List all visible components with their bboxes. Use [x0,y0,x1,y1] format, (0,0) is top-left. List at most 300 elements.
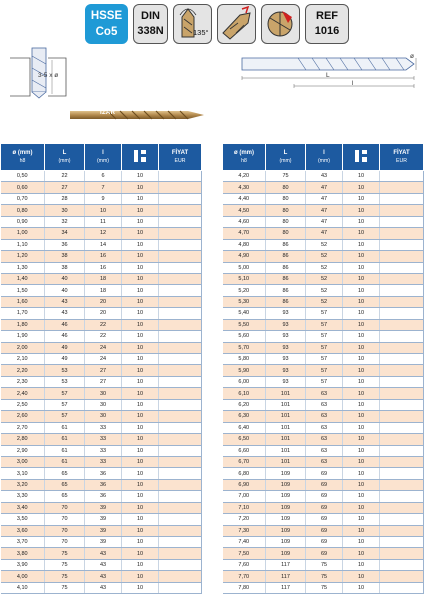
cell-diameter: 7,00 [223,491,266,502]
cell-diameter: 2,70 [1,422,45,433]
table-row [223,331,424,342]
cell-flute-l: 75 [306,559,343,570]
cell-diameter: 1,80 [1,319,45,330]
table-row [223,308,424,319]
cell-price [380,456,424,467]
table-row [1,193,202,204]
cell-price [380,228,424,239]
cell-flute-l: 11 [85,216,122,227]
cell-flute-l: 69 [306,491,343,502]
table-row [223,285,424,296]
table-row [223,525,424,536]
header-diameter: ø (mm) h8 [1,144,45,171]
cell-pack-qty: 10 [122,251,159,262]
cell-length-L: 70 [45,502,85,513]
cell-diameter: 1,40 [1,273,45,284]
table-row [223,434,424,445]
cell-diameter: 5,30 [223,296,266,307]
cell-flute-l: 14 [85,239,122,250]
hsse-co5-badge [85,4,128,44]
cell-flute-l: 24 [85,342,122,353]
cell-flute-l: 52 [306,239,343,250]
cell-price [380,491,424,502]
cell-diameter: 0,60 [1,182,45,193]
cell-diameter: 4,10 [1,582,45,593]
table-row [223,319,424,330]
drill-hole-diagram [8,46,72,102]
cell-price [380,319,424,330]
cell-length-L: 101 [266,445,306,456]
cell-diameter: 3,60 [1,525,45,536]
cell-diameter: 4,20 [223,171,266,182]
cell-diameter: 6,40 [223,422,266,433]
cell-price [380,342,424,353]
cell-diameter: 3,80 [1,548,45,559]
cell-pack-qty: 10 [122,559,159,570]
cell-pack-qty: 10 [122,331,159,342]
cell-pack-qty: 10 [122,228,159,239]
cell-price [159,434,202,445]
cell-price [159,456,202,467]
cell-diameter: 2,90 [1,445,45,456]
cell-diameter: 1,70 [1,308,45,319]
table-row [223,571,424,582]
cell-diameter: 5,10 [223,273,266,284]
cell-diameter: 6,70 [223,456,266,467]
cell-pack-qty: 10 [122,491,159,502]
cell-diameter: 6,90 [223,479,266,490]
cell-diameter: 6,60 [223,445,266,456]
cell-flute-l: 22 [85,319,122,330]
cell-diameter: 1,60 [1,296,45,307]
cell-flute-l: 63 [306,411,343,422]
cell-price [159,388,202,399]
cell-length-L: 93 [266,365,306,376]
cell-flute-l: 69 [306,525,343,536]
cell-price [380,285,424,296]
cell-length-L: 34 [45,228,85,239]
cell-price [159,205,202,216]
cell-price [159,342,202,353]
table-row [223,491,424,502]
cell-price [159,365,202,376]
table-row [1,308,202,319]
cell-pack-qty: 10 [122,582,159,593]
cell-diameter: 7,60 [223,559,266,570]
table-header-row [223,144,424,171]
cell-length-L: 101 [266,399,306,410]
cell-diameter: 6,20 [223,399,266,410]
cell-diameter: 0,80 [1,205,45,216]
cell-price [380,537,424,548]
table-row [223,456,424,467]
cell-length-L: 101 [266,456,306,467]
badge-hsse-line1: HSSE [90,10,123,22]
cell-pack-qty: 10 [122,205,159,216]
table-row [223,399,424,410]
cell-diameter: 6,50 [223,434,266,445]
cell-diameter: 0,50 [1,171,45,182]
table-row [1,319,202,330]
cell-price [380,205,424,216]
cell-price [380,525,424,536]
table-row [1,491,202,502]
cell-flute-l: 52 [306,273,343,284]
cell-pack-qty: 10 [122,502,159,513]
cell-length-L: 109 [266,468,306,479]
cell-flute-l: 43 [306,171,343,182]
cell-flute-l: 63 [306,445,343,456]
cell-flute-l: 39 [85,502,122,513]
cell-length-L: 70 [45,514,85,525]
cell-length-L: 86 [266,251,306,262]
table-row [223,548,424,559]
cell-price [159,239,202,250]
cell-length-L: 75 [266,171,306,182]
cell-pack-qty: 10 [343,296,380,307]
cell-price [380,468,424,479]
cell-flute-l: 43 [85,559,122,570]
cell-diameter: 6,00 [223,376,266,387]
cell-price [380,251,424,262]
cell-pack-qty: 10 [122,285,159,296]
cell-price [159,502,202,513]
cell-flute-l: 75 [306,571,343,582]
cell-flute-l: 30 [85,388,122,399]
cell-price [380,308,424,319]
cell-price [159,296,202,307]
cell-length-L: 101 [266,434,306,445]
cell-length-L: 49 [45,354,85,365]
cell-flute-l: 75 [306,582,343,593]
cell-flute-l: 57 [306,354,343,365]
cell-flute-l: 6 [85,171,122,182]
cell-price [380,182,424,193]
cell-pack-qty: 10 [122,571,159,582]
cell-flute-l: 27 [85,365,122,376]
cell-price [159,514,202,525]
table-row [1,239,202,250]
size-table-left [0,143,202,594]
cell-pack-qty: 10 [122,216,159,227]
cell-price [159,422,202,433]
table-body-left [1,171,202,594]
cell-diameter: 7,10 [223,502,266,513]
cell-length-L: 61 [45,422,85,433]
cell-diameter: 7,20 [223,514,266,525]
cell-flute-l: 52 [306,285,343,296]
table-row [223,514,424,525]
cell-pack-qty: 10 [343,285,380,296]
cell-length-L: 65 [45,468,85,479]
cell-length-L: 101 [266,388,306,399]
table-row [1,525,202,536]
table-row [223,537,424,548]
cell-price [380,399,424,410]
cell-price [159,571,202,582]
header-fiyat: FİYAT EUR [159,144,202,171]
cell-diameter: 3,50 [1,514,45,525]
table-row [1,171,202,182]
cell-pack-qty: 10 [343,239,380,250]
cell-diameter: 5,60 [223,331,266,342]
badge-din-line1: DIN [141,10,160,22]
cell-price [380,262,424,273]
cell-flute-l: 33 [85,456,122,467]
cell-length-L: 93 [266,376,306,387]
cell-diameter: 5,70 [223,342,266,353]
cell-flute-l: 39 [85,514,122,525]
cell-pack-qty: 10 [343,559,380,570]
cell-flute-l: 43 [85,548,122,559]
cell-length-L: 101 [266,422,306,433]
cell-length-L: 32 [45,216,85,227]
cell-flute-l: 57 [306,376,343,387]
table-row [1,262,202,273]
table-row [223,171,424,182]
cell-diameter: 1,20 [1,251,45,262]
cell-flute-l: 27 [85,376,122,387]
cell-length-L: 86 [266,285,306,296]
cell-flute-l: 24 [85,354,122,365]
cell-length-L: 53 [45,365,85,376]
cell-length-L: 80 [266,228,306,239]
izar-brand-logo: IZAR [100,110,116,116]
cell-length-L: 117 [266,582,306,593]
cell-flute-l: 30 [85,411,122,422]
table-row [223,182,424,193]
table-row [1,422,202,433]
cell-pack-qty: 10 [122,445,159,456]
cell-flute-l: 47 [306,228,343,239]
cell-diameter: 6,30 [223,411,266,422]
cell-price [159,525,202,536]
table-row [223,228,424,239]
table-row [223,376,424,387]
cell-price [159,331,202,342]
cell-pack-qty: 10 [122,182,159,193]
cell-length-L: 80 [266,216,306,227]
cell-price [159,262,202,273]
cell-length-L: 38 [45,262,85,273]
cell-flute-l: 39 [85,537,122,548]
badge-hsse-line2: Co5 [95,26,118,38]
cell-pack-qty: 10 [343,422,380,433]
cell-price [159,491,202,502]
cell-flute-l: 10 [85,205,122,216]
header-fiyat: FİYAT EUR [380,144,424,171]
cell-pack-qty: 10 [343,319,380,330]
table-row [223,251,424,262]
cell-length-L: 109 [266,525,306,536]
cell-length-L: 80 [266,182,306,193]
cell-length-L: 117 [266,571,306,582]
cell-flute-l: 69 [306,548,343,559]
cell-pack-qty: 10 [343,273,380,284]
table-row [223,273,424,284]
cell-price [159,548,202,559]
table-row [223,262,424,273]
cell-diameter: 3,40 [1,502,45,513]
cell-length-L: 61 [45,434,85,445]
cell-pack-qty: 10 [122,296,159,307]
cell-pack-qty: 10 [122,411,159,422]
table-row [223,296,424,307]
cell-length-L: 75 [45,571,85,582]
cell-length-L: 57 [45,399,85,410]
cell-diameter: 5,00 [223,262,266,273]
cell-pack-qty: 10 [343,525,380,536]
cell-price [380,273,424,284]
cell-length-L: 40 [45,273,85,284]
cell-diameter: 3,10 [1,468,45,479]
cell-length-L: 86 [266,262,306,273]
table-row [223,468,424,479]
cell-price [380,216,424,227]
cell-pack-qty: 10 [343,342,380,353]
cell-flute-l: 9 [85,193,122,204]
cell-price [380,296,424,307]
cell-diameter: 2,30 [1,376,45,387]
table-row [1,456,202,467]
cell-length-L: 75 [45,548,85,559]
din-338n-badge [133,4,168,44]
cell-diameter: 5,80 [223,354,266,365]
cell-flute-l: 18 [85,285,122,296]
cell-pack-qty: 10 [343,434,380,445]
header-l: l (mm) [306,144,343,171]
cell-diameter: 2,40 [1,388,45,399]
table-row [1,376,202,387]
cell-flute-l: 43 [85,582,122,593]
cell-price [380,171,424,182]
cell-diameter: 4,60 [223,216,266,227]
badge-ref-line1: REF [316,10,338,22]
cell-length-L: 43 [45,296,85,307]
cell-length-L: 86 [266,273,306,284]
cell-length-L: 61 [45,456,85,467]
cell-diameter: 3,90 [1,559,45,570]
cell-pack-qty: 10 [343,582,380,593]
cell-length-L: 109 [266,491,306,502]
cell-diameter: 4,40 [223,193,266,204]
flute-length-l-label: l [352,80,354,87]
cell-price [159,308,202,319]
cell-pack-qty: 10 [343,468,380,479]
cell-flute-l: 36 [85,491,122,502]
table-row [1,365,202,376]
cell-length-L: 80 [266,205,306,216]
cell-length-L: 43 [45,308,85,319]
cell-flute-l: 22 [85,331,122,342]
cell-flute-l: 47 [306,193,343,204]
table-row [223,365,424,376]
cell-flute-l: 47 [306,216,343,227]
table-row [1,388,202,399]
cell-length-L: 49 [45,342,85,353]
cell-length-L: 93 [266,342,306,353]
cell-flute-l: 47 [306,182,343,193]
table-row [1,205,202,216]
cell-price [380,479,424,490]
cell-price [380,502,424,513]
ref-1016-badge [305,4,349,44]
table-row [1,537,202,548]
cell-diameter: 0,90 [1,216,45,227]
cell-price [380,559,424,570]
cell-diameter: 3,70 [1,537,45,548]
cell-pack-qty: 10 [122,456,159,467]
cell-pack-qty: 10 [122,319,159,330]
cell-flute-l: 30 [85,399,122,410]
cell-diameter: 4,00 [1,571,45,582]
cell-diameter: 4,80 [223,239,266,250]
table-row [1,559,202,570]
table-row [1,216,202,227]
split-point-icon [217,4,256,44]
cell-price [380,411,424,422]
cell-diameter: 3,20 [1,479,45,490]
cell-flute-l: 47 [306,205,343,216]
cell-price [380,193,424,204]
cell-length-L: 27 [45,182,85,193]
cell-diameter: 5,20 [223,285,266,296]
cell-flute-l: 20 [85,308,122,319]
cell-flute-l: 33 [85,445,122,456]
cell-pack-qty: 10 [343,502,380,513]
cell-price [380,582,424,593]
cell-length-L: 93 [266,354,306,365]
table-row [1,411,202,422]
table-row [1,571,202,582]
cell-diameter: 7,30 [223,525,266,536]
table-row [223,205,424,216]
table-row [223,479,424,490]
cell-diameter: 6,80 [223,468,266,479]
cell-pack-qty: 10 [343,193,380,204]
hole-depth-label: 3-5 x ø [38,72,59,79]
cell-flute-l: 16 [85,251,122,262]
size-table-right [222,143,424,594]
table-row [223,411,424,422]
cell-pack-qty: 10 [122,239,159,250]
cell-flute-l: 43 [85,571,122,582]
cell-pack-qty: 10 [122,262,159,273]
cell-diameter: 0,70 [1,193,45,204]
cell-price [159,479,202,490]
cell-pack-qty: 10 [343,548,380,559]
cell-flute-l: 63 [306,434,343,445]
cell-pack-qty: 10 [343,399,380,410]
cell-flute-l: 36 [85,468,122,479]
cell-length-L: 109 [266,479,306,490]
cell-pack-qty: 10 [343,445,380,456]
table-row [1,445,202,456]
table-row [1,296,202,307]
drill-end-icon [261,4,300,44]
cell-pack-qty: 10 [343,537,380,548]
cell-pack-qty: 10 [122,525,159,536]
badge-din-line2: 338N [137,25,164,37]
cell-length-L: 46 [45,331,85,342]
cell-flute-l: 18 [85,273,122,284]
cell-pack-qty: 10 [122,434,159,445]
header-L: L (mm) [45,144,85,171]
badge-angle-text: 135° [193,28,209,37]
cell-length-L: 109 [266,502,306,513]
cell-price [380,388,424,399]
cell-pack-qty: 10 [343,365,380,376]
